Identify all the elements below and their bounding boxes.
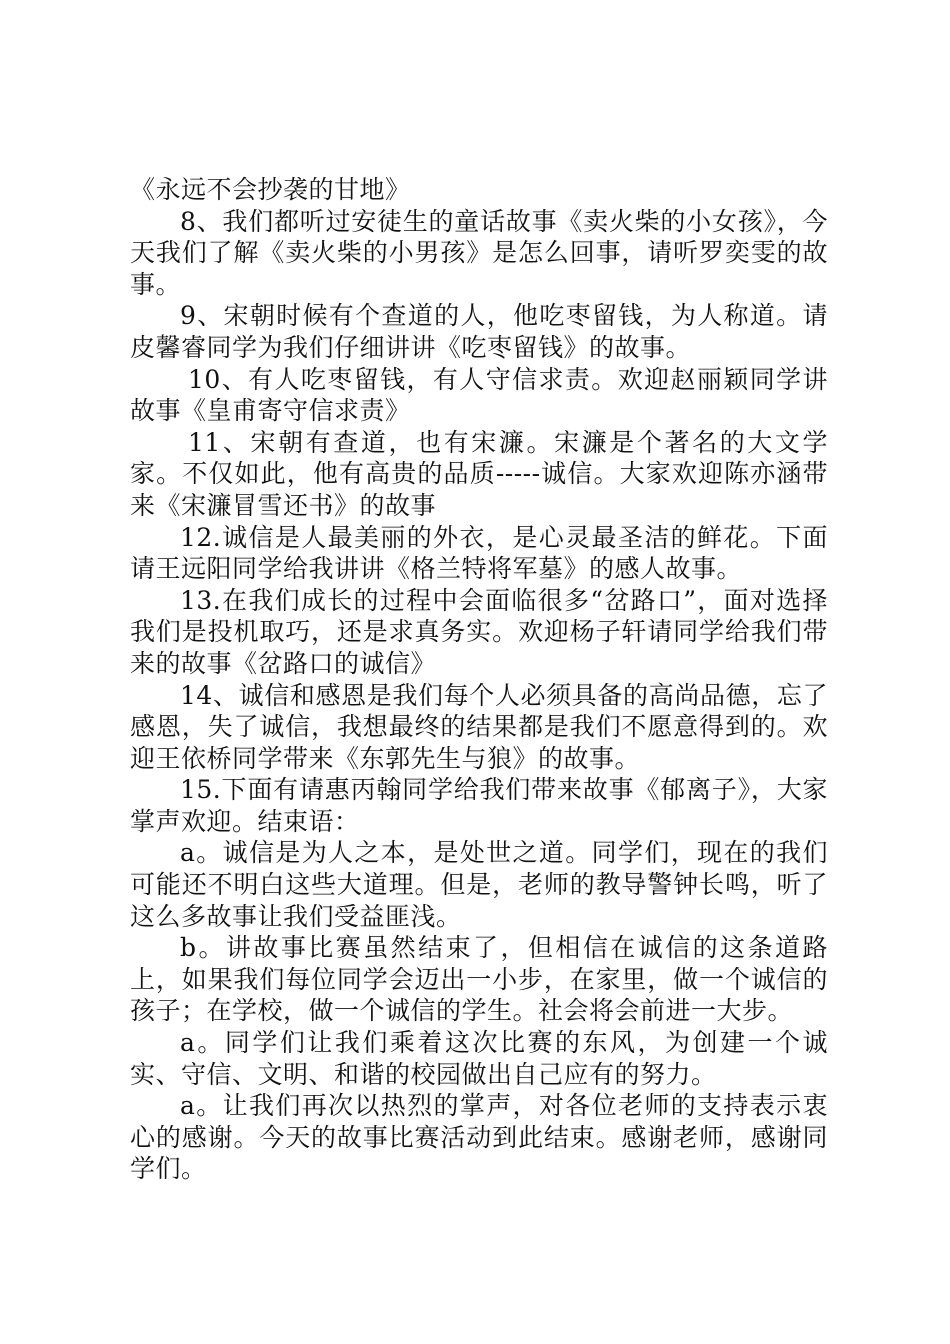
paragraph-item-8: 8、我们都听过安徒生的童话故事《卖火柴的小女孩》，今天我们了解《卖火柴的小男孩》是怎么回事，请听罗奕雯的故事。 <box>130 206 828 299</box>
paragraph-story-title: 《永远不会抄袭的甘地》 <box>130 175 411 204</box>
paragraph-item-13: 13.在我们成长的过程中会面临很多“岔路口”，面对选择我们是投机取巧，还是求真务实。欢迎杨子轩请同学给我们带来的故事《岔路口的诚信》 <box>130 585 828 678</box>
paragraph-closing-b: b。讲故事比赛虽然结束了，但相信在诚信的这条道路上，如果我们每位同学会迈出一小步，在家里，做一个诚信的孩子；在学校，做一个诚信的学生。社会将会前进一大步。 <box>130 933 828 1026</box>
paragraph-item-9: 9、宋朝时候有个查道的人，他吃枣留钱，为人称道。请皮馨睿同学为我们仔细讲讲《吃枣留钱》的故事。 <box>130 301 828 362</box>
paragraph-item-12: 12.诚信是人最美丽的外衣，是心灵最圣洁的鲜花。下面请王远阳同学给我讲讲《格兰特将军墓》的感人故事。 <box>130 522 828 584</box>
paragraph-item-14: 14、诚信和感恩是我们每个人必须具备的高尚品德，忘了感恩，失了诚信，我想最终的结果都是我们不愿意得到的。欢迎王依桥同学带来《东郭先生与狼》的故事。 <box>130 680 828 773</box>
paragraph-item-11: 11、宋朝有查道，也有宋濂。宋濂是个著名的大文学家。不仅如此，他有高贵的品质-----诚信。大家欢迎陈亦涵带来《宋濂冒雪还书》的故事 <box>130 427 828 520</box>
paragraph-item-15: 15.下面有请惠丙翰同学给我们带来故事《郁离子》，大家掌声欢迎。结束语： <box>130 775 828 836</box>
paragraph-closing-a1: a。诚信是为人之本，是处世之道。同学们，现在的我们可能还不明白这些大道理。但是，老师的教导警钟长鸣，听了这么多故事让我们受益匪浅。 <box>130 838 828 931</box>
paragraph-item-10: 10、有人吃枣留钱，有人守信求责。欢迎赵丽颖同学讲故事《皇甫寄守信求责》 <box>130 364 828 426</box>
paragraph-closing-a3: a。让我们再次以热烈的掌声，对各位老师的支持表示衷心的感谢。今天的故事比赛活动到此结束。感谢老师，感谢同学们。 <box>130 1091 828 1184</box>
document-body <box>130 174 828 1185</box>
paragraph-closing-a2: a。同学们让我们乘着这次比赛的东风，为创建一个诚实、守信、文明、和谐的校园做出自己应有的努力。 <box>130 1028 828 1089</box>
